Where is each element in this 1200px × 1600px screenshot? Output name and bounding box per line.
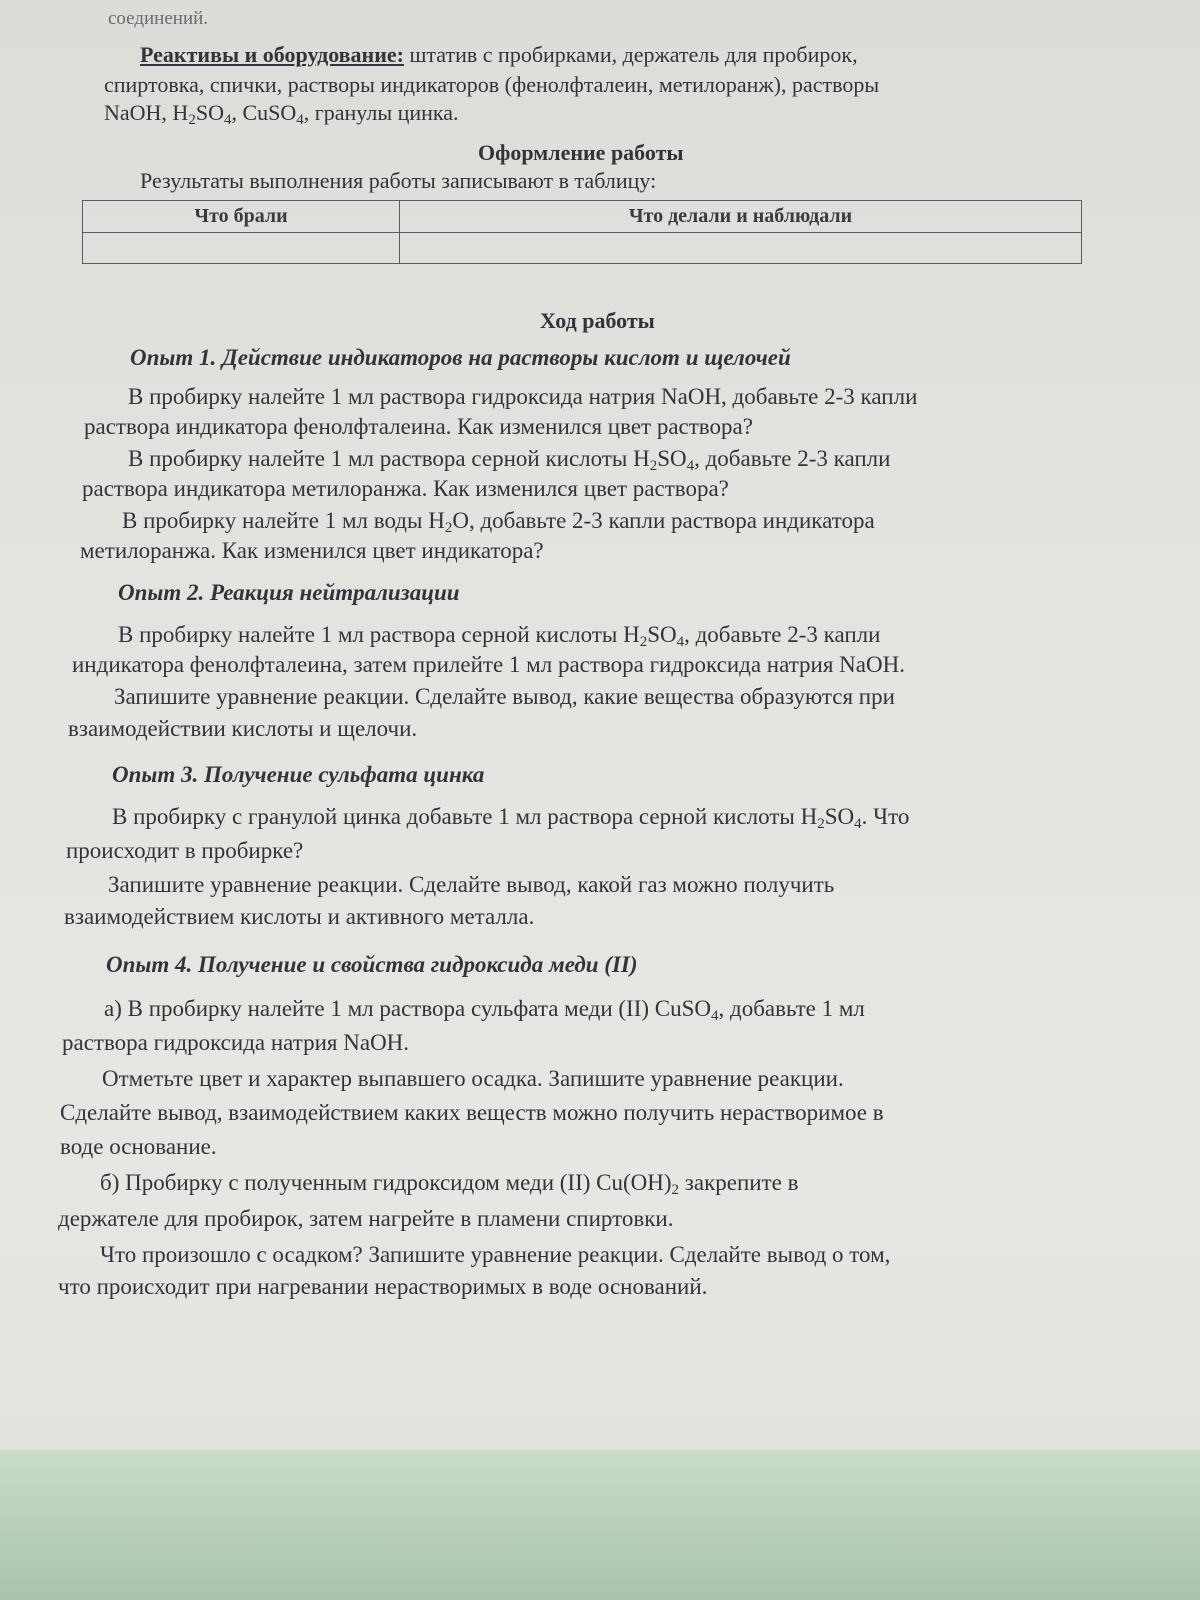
- exp1-p2-line2: раствора индикатора метилоранжа. Как изменился цвет раствора?: [82, 476, 729, 501]
- exp4-a-line3: Отметьте цвет и характер выпавшего осадка. Запишите уравнение реакции.: [102, 1066, 844, 1091]
- text-span: В пробирку с гранулой цинка добавьте 1 мл раствора серной кислоты H: [112, 804, 818, 829]
- exp2-line2: индикатора фенолфталеина, затем прилейте 1 мл раствора гидроксида натрия NaOH.: [72, 652, 905, 677]
- exp3-line3: Запишите уравнение реакции. Сделайте вывод, какой газ можно получить: [108, 872, 835, 897]
- reagents-text-1: штатив с пробирками, держатель для пробирок,: [409, 42, 858, 67]
- text-span: В пробирку налейте 1 мл раствора серной кислоты H: [128, 446, 650, 471]
- text-span: б) Пробирку с полученным гидроксидом меди (II) Cu(OH): [100, 1170, 672, 1195]
- table-header-row: [83, 201, 1082, 233]
- text-span: , добавьте 1 мл: [718, 996, 865, 1021]
- subscript: 2: [444, 520, 453, 536]
- text-span: В пробирку налейте 1 мл воды H: [122, 508, 445, 533]
- text-span: , добавьте 2-3 капли: [694, 446, 891, 471]
- table-header-taken: Что брали: [83, 201, 400, 233]
- format-title: Оформление работы: [478, 140, 684, 165]
- exp4-b-line1: [100, 1170, 798, 1196]
- subscript: 4: [223, 112, 232, 128]
- exp3-line1: [112, 804, 909, 830]
- subscript: 4: [854, 816, 862, 832]
- exp3-line4: взаимодействием кислоты и активного металла.: [64, 904, 535, 929]
- exp3-title: Опыт 3. Получение сульфата цинка: [112, 762, 485, 787]
- subscript: 2: [671, 1182, 680, 1198]
- table-cell: [83, 232, 400, 264]
- text-span: , добавьте 2-3 капли: [684, 622, 881, 647]
- subscript: 4: [711, 1008, 719, 1024]
- text-span: . Что: [861, 804, 910, 829]
- subscript: 2: [649, 458, 658, 474]
- text-span: , CuSO: [231, 100, 297, 125]
- exp1-p3-line1: [122, 508, 875, 534]
- exp3-line2: происходит в пробирке?: [66, 838, 304, 863]
- text-span: O, добавьте 2-3 капли раствора индикатора: [452, 508, 875, 533]
- exp2-line4: взаимодействии кислоты и щелочи.: [68, 716, 418, 741]
- exp2-line3: Запишите уравнение реакции. Сделайте вывод, какие вещества образуются при: [114, 684, 895, 709]
- table-empty-row: [83, 232, 1082, 264]
- text-span: SO: [824, 804, 855, 829]
- subscript: 4: [296, 112, 304, 128]
- exp1-title: Опыт 1. Действие индикаторов на растворы кислот и щелочей: [130, 345, 791, 370]
- results-table: [82, 200, 1082, 264]
- exp2-title: Опыт 2. Реакция нейтрализации: [118, 580, 460, 605]
- text-span: , гранулы цинка.: [303, 100, 459, 125]
- exp4-a-line4: Сделайте вывод, взаимодействием каких веществ можно получить нерастворимое в: [60, 1100, 884, 1125]
- subscript: 2: [188, 112, 196, 128]
- top-fragment: соединений.: [108, 8, 209, 29]
- table-header-observed: Что делали и наблюдали: [400, 201, 1082, 233]
- exp1-p2-line1: [128, 446, 890, 472]
- background-surface: [0, 1450, 1200, 1600]
- procedure-title: Ход работы: [540, 308, 655, 333]
- text-span: SO: [647, 622, 677, 647]
- subscript: 4: [686, 458, 695, 474]
- exp1-p1-line1: В пробирку налейте 1 мл раствора гидроксида натрия NaOH, добавьте 2-3 капли: [128, 384, 918, 409]
- subscript: 2: [639, 634, 648, 650]
- text-span: SO: [195, 100, 224, 125]
- table-cell: [400, 232, 1082, 264]
- reagents-label: Реактивы и оборудование:: [140, 42, 404, 67]
- subscript: 2: [817, 816, 825, 832]
- exp1-p1-line2: раствора индикатора фенолфталеина. Как изменился цвет раствора?: [84, 414, 753, 439]
- exp4-b-line2: держателе для пробирок, затем нагрейте в пламени спиртовки.: [58, 1206, 674, 1231]
- reagents-line-3: [104, 100, 459, 126]
- exp4-a-line1: [104, 996, 865, 1022]
- subscript: 4: [676, 634, 685, 650]
- text-span: В пробирку налейте 1 мл раствора серной кислоты H: [118, 622, 640, 647]
- exp1-p3-line2: метилоранжа. Как изменился цвет индикатора?: [80, 538, 544, 563]
- text-span: SO: [657, 446, 687, 471]
- exp4-b-line3: Что произошло с осадком? Запишите уравнение реакции. Сделайте вывод о том,: [100, 1242, 891, 1267]
- exp4-a-line2: раствора гидроксида натрия NaOH.: [62, 1030, 410, 1055]
- text-span: NaOH, H: [104, 100, 189, 125]
- exp4-a-line5: воде основание.: [60, 1134, 217, 1159]
- exp4-b-line4: что происходит при нагревании нерастворимых в воде оснований.: [58, 1274, 708, 1299]
- reagents-line-1: [140, 42, 1060, 68]
- text-span: а) В пробирку налейте 1 мл раствора сульфата меди (II) CuSO: [104, 996, 712, 1021]
- reagents-line-2: спиртовка, спички, растворы индикаторов (фенолфталеин, метилоранж), растворы: [104, 72, 880, 97]
- text-span: закрепите в: [679, 1170, 799, 1195]
- format-intro: Результаты выполнения работы записывают в таблицу:: [140, 168, 657, 193]
- exp2-line1: [118, 622, 880, 648]
- exp4-title: Опыт 4. Получение и свойства гидроксида меди (II): [106, 952, 638, 977]
